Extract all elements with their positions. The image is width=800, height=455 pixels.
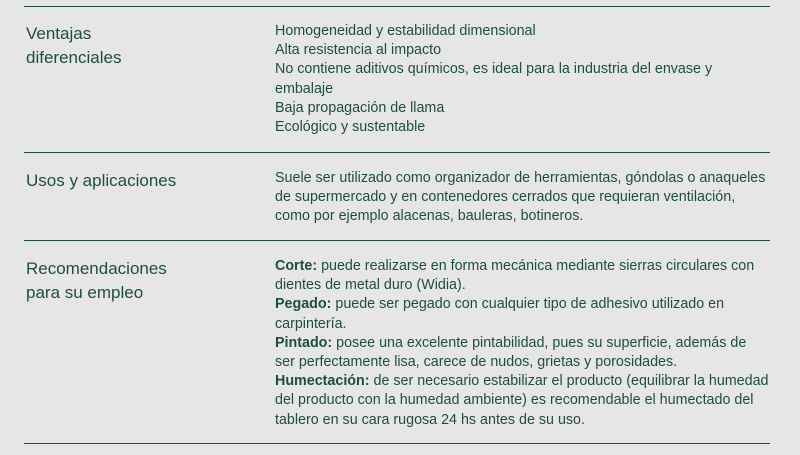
section-divider xyxy=(24,240,770,241)
recommendation-term: Pintado: xyxy=(275,334,333,351)
recommendation-text: de ser necesario estabilizar el producto (equilibrar la humedad del producto con la humedad ambiente) es recomendable el humectado del tablero en su cara rugosa 24 hs antes de su uso. xyxy=(275,373,769,428)
recommendation-term: Humectación: xyxy=(275,373,370,390)
list-item: No contiene aditivos químicos, es ideal para la industria del envase y embalaje xyxy=(275,61,713,97)
list-item: Homogeneidad y estabilidad dimensional xyxy=(275,23,536,39)
section-label-recomendaciones: Recomendaciones para su empleo xyxy=(26,259,167,302)
table-top-divider xyxy=(24,6,770,7)
section-label-ventajas: Ventajas diferenciales xyxy=(26,24,122,67)
section-label-usos: Usos y aplicaciones xyxy=(26,171,177,190)
recommendation-corte xyxy=(275,257,770,295)
recommendation-text: puede realizarse en forma mecánica mediante sierras circulares con dientes de metal duro (Widia). xyxy=(275,258,755,294)
list-item: Ecológico y sustentable xyxy=(275,119,426,136)
recommendation-humectacion xyxy=(275,372,770,430)
table-bottom-divider xyxy=(24,443,770,444)
ventajas-list xyxy=(275,22,770,137)
list-item: Baja propagación de llama xyxy=(275,99,445,116)
list-item: Alta resistencia al impacto xyxy=(275,42,442,59)
recommendation-pegado xyxy=(275,295,770,333)
recommendation-text: puede ser pegado con cualquier tipo de adhesivo utilizado en carpintería. xyxy=(275,296,725,332)
recommendation-pintado xyxy=(275,334,770,372)
usos-text: Suele ser utilizado como organizador de herramientas, góndolas o anaqueles de supermercado y en contenedores cerrados que requieran ventilación, como por ejemplo alacenas, bauleras, botineros. xyxy=(275,170,766,225)
recommendation-term: Pegado: xyxy=(275,296,332,313)
recommendation-term: Corte: xyxy=(275,258,318,274)
recommendation-text: posee una excelente pintabilidad, pues su superficie, además de ser perfectamente lisa, carece de nudos, grietas y porosidades. xyxy=(275,334,747,371)
recomendaciones-list xyxy=(275,257,770,430)
section-divider xyxy=(24,152,770,153)
